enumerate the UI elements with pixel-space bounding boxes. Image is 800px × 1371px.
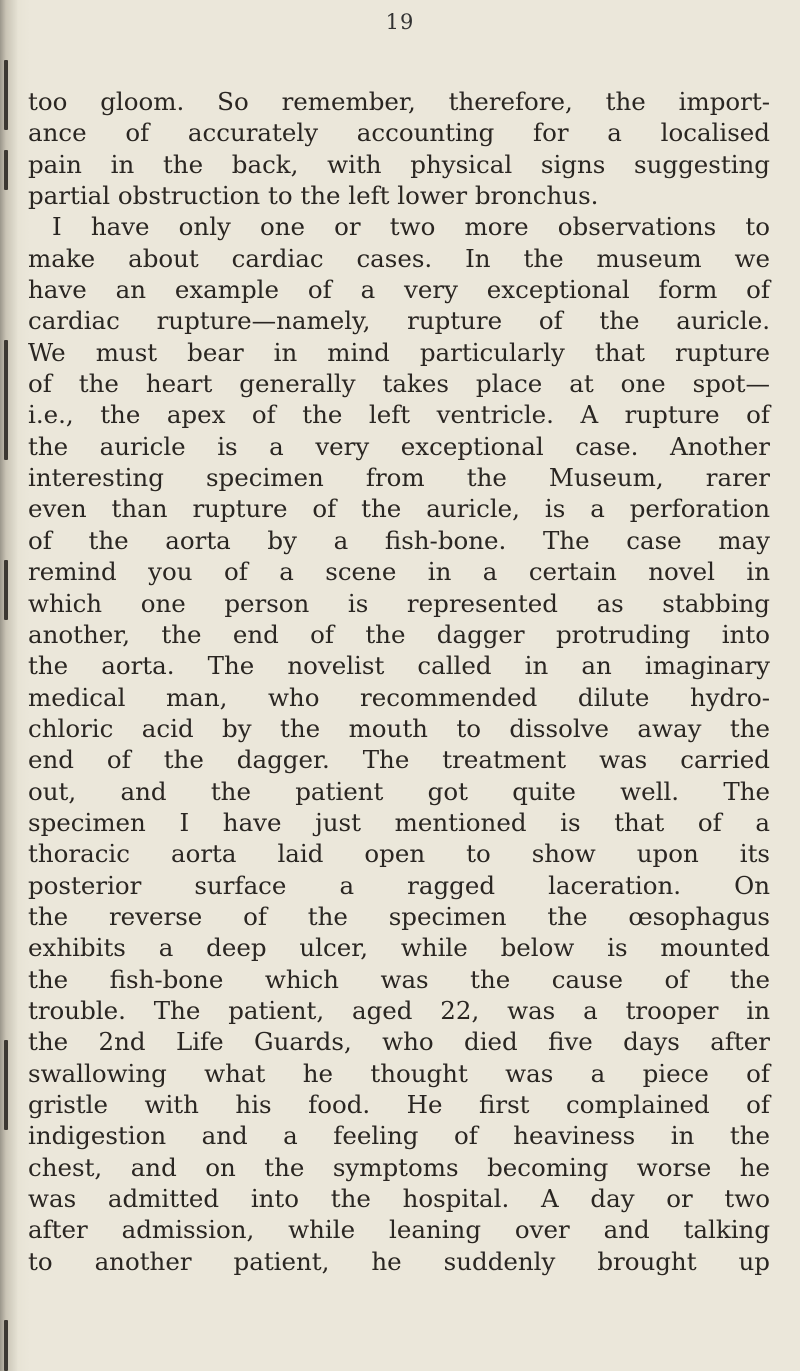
text-line: have an example of a very exceptional form of	[28, 275, 770, 305]
text-line: of the heart generally takes place at one spot—	[28, 369, 770, 399]
gutter-shadow-mark	[4, 1320, 8, 1371]
text-line: trouble. The patient, aged 22, was a trooper in	[28, 995, 770, 1025]
text-line: the 2nd Life Guards, who died five days after	[28, 1027, 770, 1057]
text-line: exhibits a deep ulcer, while below is mounted	[28, 933, 770, 963]
text-line: the aorta. The novelist called in an imaginary	[28, 651, 770, 681]
text-line: ance of accurately accounting for a localised	[28, 118, 770, 148]
text-line: even than rupture of the auricle, is a perforation	[28, 494, 770, 524]
text-line: pain in the back, with physical signs suggesting	[28, 149, 770, 179]
text-line: the fish-bone which was the cause of the	[28, 964, 770, 994]
text-line: cardiac rupture—namely, rupture of the auricle.	[28, 306, 770, 336]
text-line: medical man, who recommended dilute hydro-	[28, 682, 770, 712]
text-line: interesting specimen from the Museum, rarer	[28, 463, 770, 493]
text-line: i.e., the apex of the left ventricle. A rupture of	[28, 400, 770, 430]
text-line: the reverse of the specimen the œsophagus	[28, 901, 770, 931]
text-line: indigestion and a feeling of heaviness in the	[28, 1121, 770, 1151]
gutter-shadow-mark	[4, 60, 8, 130]
text-line: chloric acid by the mouth to dissolve away the	[28, 713, 770, 743]
text-line: which one person is represented as stabbing	[28, 588, 770, 618]
text-line: chest, and on the symptoms becoming worse he	[28, 1152, 770, 1182]
binding-gutter	[0, 0, 18, 1371]
gutter-shadow-mark	[4, 340, 8, 460]
text-line: end of the dagger. The treatment was carried	[28, 745, 770, 775]
text-line: another, the end of the dagger protruding into	[28, 619, 770, 649]
text-line: was admitted into the hospital. A day or two	[28, 1184, 770, 1214]
text-line: the auricle is a very exceptional case. Another	[28, 431, 770, 461]
text-line: make about cardiac cases. In the museum we	[28, 243, 770, 273]
text-line: thoracic aorta laid open to show upon its	[28, 839, 770, 869]
text-line: remind you of a scene in a certain novel in	[28, 557, 770, 587]
gutter-shadow-mark	[4, 1040, 8, 1130]
text-line: I have only one or two more observations to	[52, 212, 770, 242]
text-line: partial obstruction to the left lower bronchus.	[28, 181, 599, 211]
page-number: 19	[385, 10, 415, 34]
gutter-shadow-mark	[4, 150, 8, 190]
text-line: to another patient, he suddenly brought up	[28, 1246, 770, 1276]
text-line: swallowing what he thought was a piece of	[28, 1058, 770, 1088]
body-text	[28, 86, 770, 1277]
text-line: We must bear in mind particularly that rupture	[28, 337, 770, 367]
text-line: out, and the patient got quite well. The	[28, 776, 770, 806]
text-line: too gloom. So remember, therefore, the import-	[28, 87, 770, 116]
text-line: posterior surface a ragged laceration. On	[28, 870, 770, 900]
text-line: after admission, while leaning over and talking	[28, 1215, 770, 1245]
text-line: of the aorta by a fish-bone. The case may	[28, 525, 770, 555]
gutter-shadow-mark	[4, 560, 8, 620]
text-line: gristle with his food. He first complained of	[28, 1090, 770, 1119]
text-line: specimen I have just mentioned is that of a	[28, 807, 770, 837]
